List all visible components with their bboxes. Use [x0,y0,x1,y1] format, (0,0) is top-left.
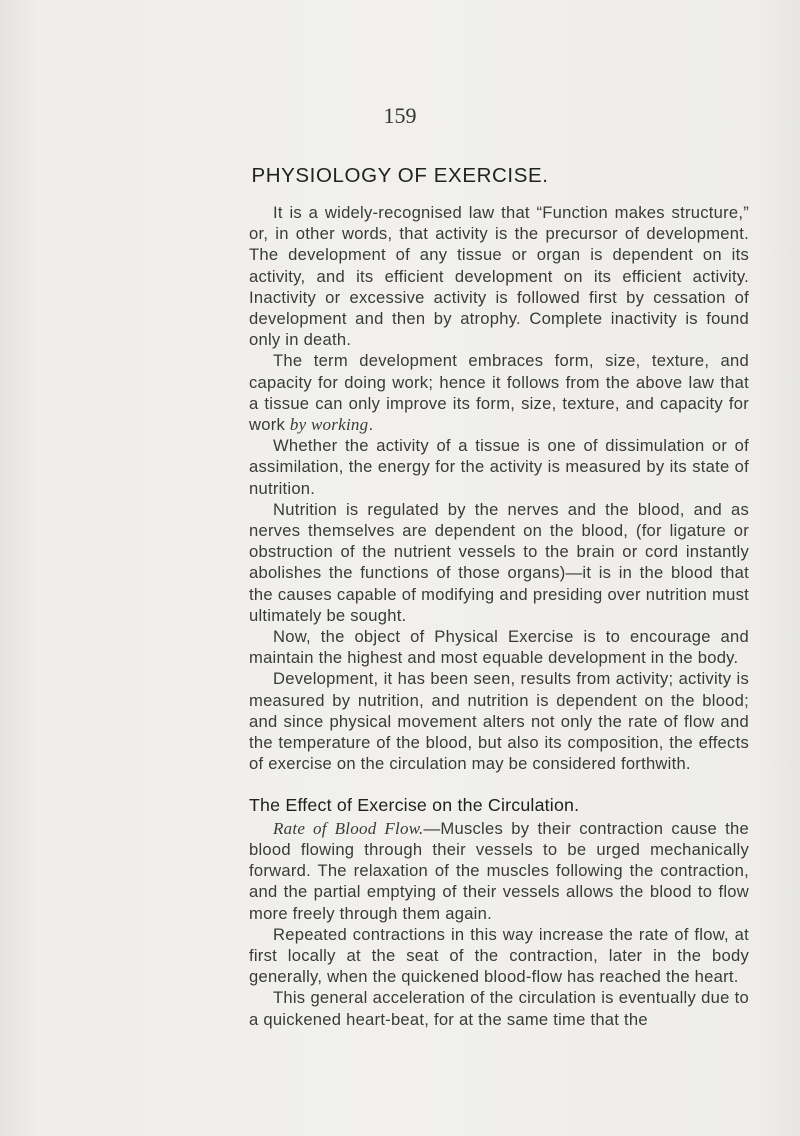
paragraph-text: Now, the object of Physical Exercise is to encourage and maintain the highest and most equable development in the body. [249,627,749,668]
paragraph-text: The term development embraces form, size, texture, and capacity for doing work; hence it follows from the above law that a tissue can only improve its form, size, texture, and capacity for work [249,351,749,435]
paragraph-text: —Muscles by their contraction cause the blood flowing through their vessels to be urged mechanically forward. The relaxation of the muscles following the contraction, and the partial emptying of their vessels allows the blood to flow more freely through them again. [249,818,749,923]
paragraph [249,499,749,626]
paragraph-text: This general acceleration of the circulation is eventually due to a quickened heart-beat, for at the same time that the [249,988,749,1029]
chapter-title: PHYSIOLOGY OF EXERCISE. [251,164,549,187]
paragraph-text: Whether the activity of a tissue is one of dissimulation or of assimilation, the energy for the activity is measured by its state of nutrition. [249,436,749,498]
paragraph [249,350,749,435]
section-heading: The Effect of Exercise on the Circulation. [249,795,580,816]
paragraph-text: It is a widely-recognised law that “Function makes structure,” or, in other words, that activity is the precursor of development. The development of any tissue or organ is dependent on its activity, and its efficient development on its efficient activity. Inactivity or excessive activity is followed first by cessation of development and then by atrophy. Complete inactivity is found only in death. [249,203,749,350]
paragraph [249,987,749,1029]
paragraph-text: . [368,415,374,435]
paragraph-text: Nutrition is regulated by the nerves and the blood, and as nerves themselves are dependent on the blood, (for ligature or obstruction of the nutrient vessels to the brain or cord instantly abolishes the functions of those organs)—it is in the blood that the causes capable of modifying and presiding over nutrition must ultimately be sought. [249,499,749,625]
page-number: 159 [383,103,417,128]
intro-paragraphs [249,202,749,774]
paragraph [249,435,749,499]
italic-text: Rate of Blood Flow. [273,818,424,838]
paragraph [249,818,749,924]
text-column [249,202,749,1030]
paragraph [249,202,749,350]
paragraph-text: Repeated contractions in this way increase the rate of flow, at first locally at the seat of the contraction, later in the body generally, when the quickened blood-flow has reached the heart. [249,924,749,987]
paragraph-text: Development, it has been seen, results from activity; activity is measured by nutrition, and nutrition is dependent on the blood; and since physical movement alters not only the rate of flow and the temperature of the blood, but also its composition, the effects of exercise on the circulation may be considered forthwith. [249,669,749,774]
section-paragraphs [249,818,749,1030]
paragraph [249,626,749,668]
paragraph [249,668,749,774]
paragraph [249,924,749,988]
italic-text: by working [289,415,369,435]
